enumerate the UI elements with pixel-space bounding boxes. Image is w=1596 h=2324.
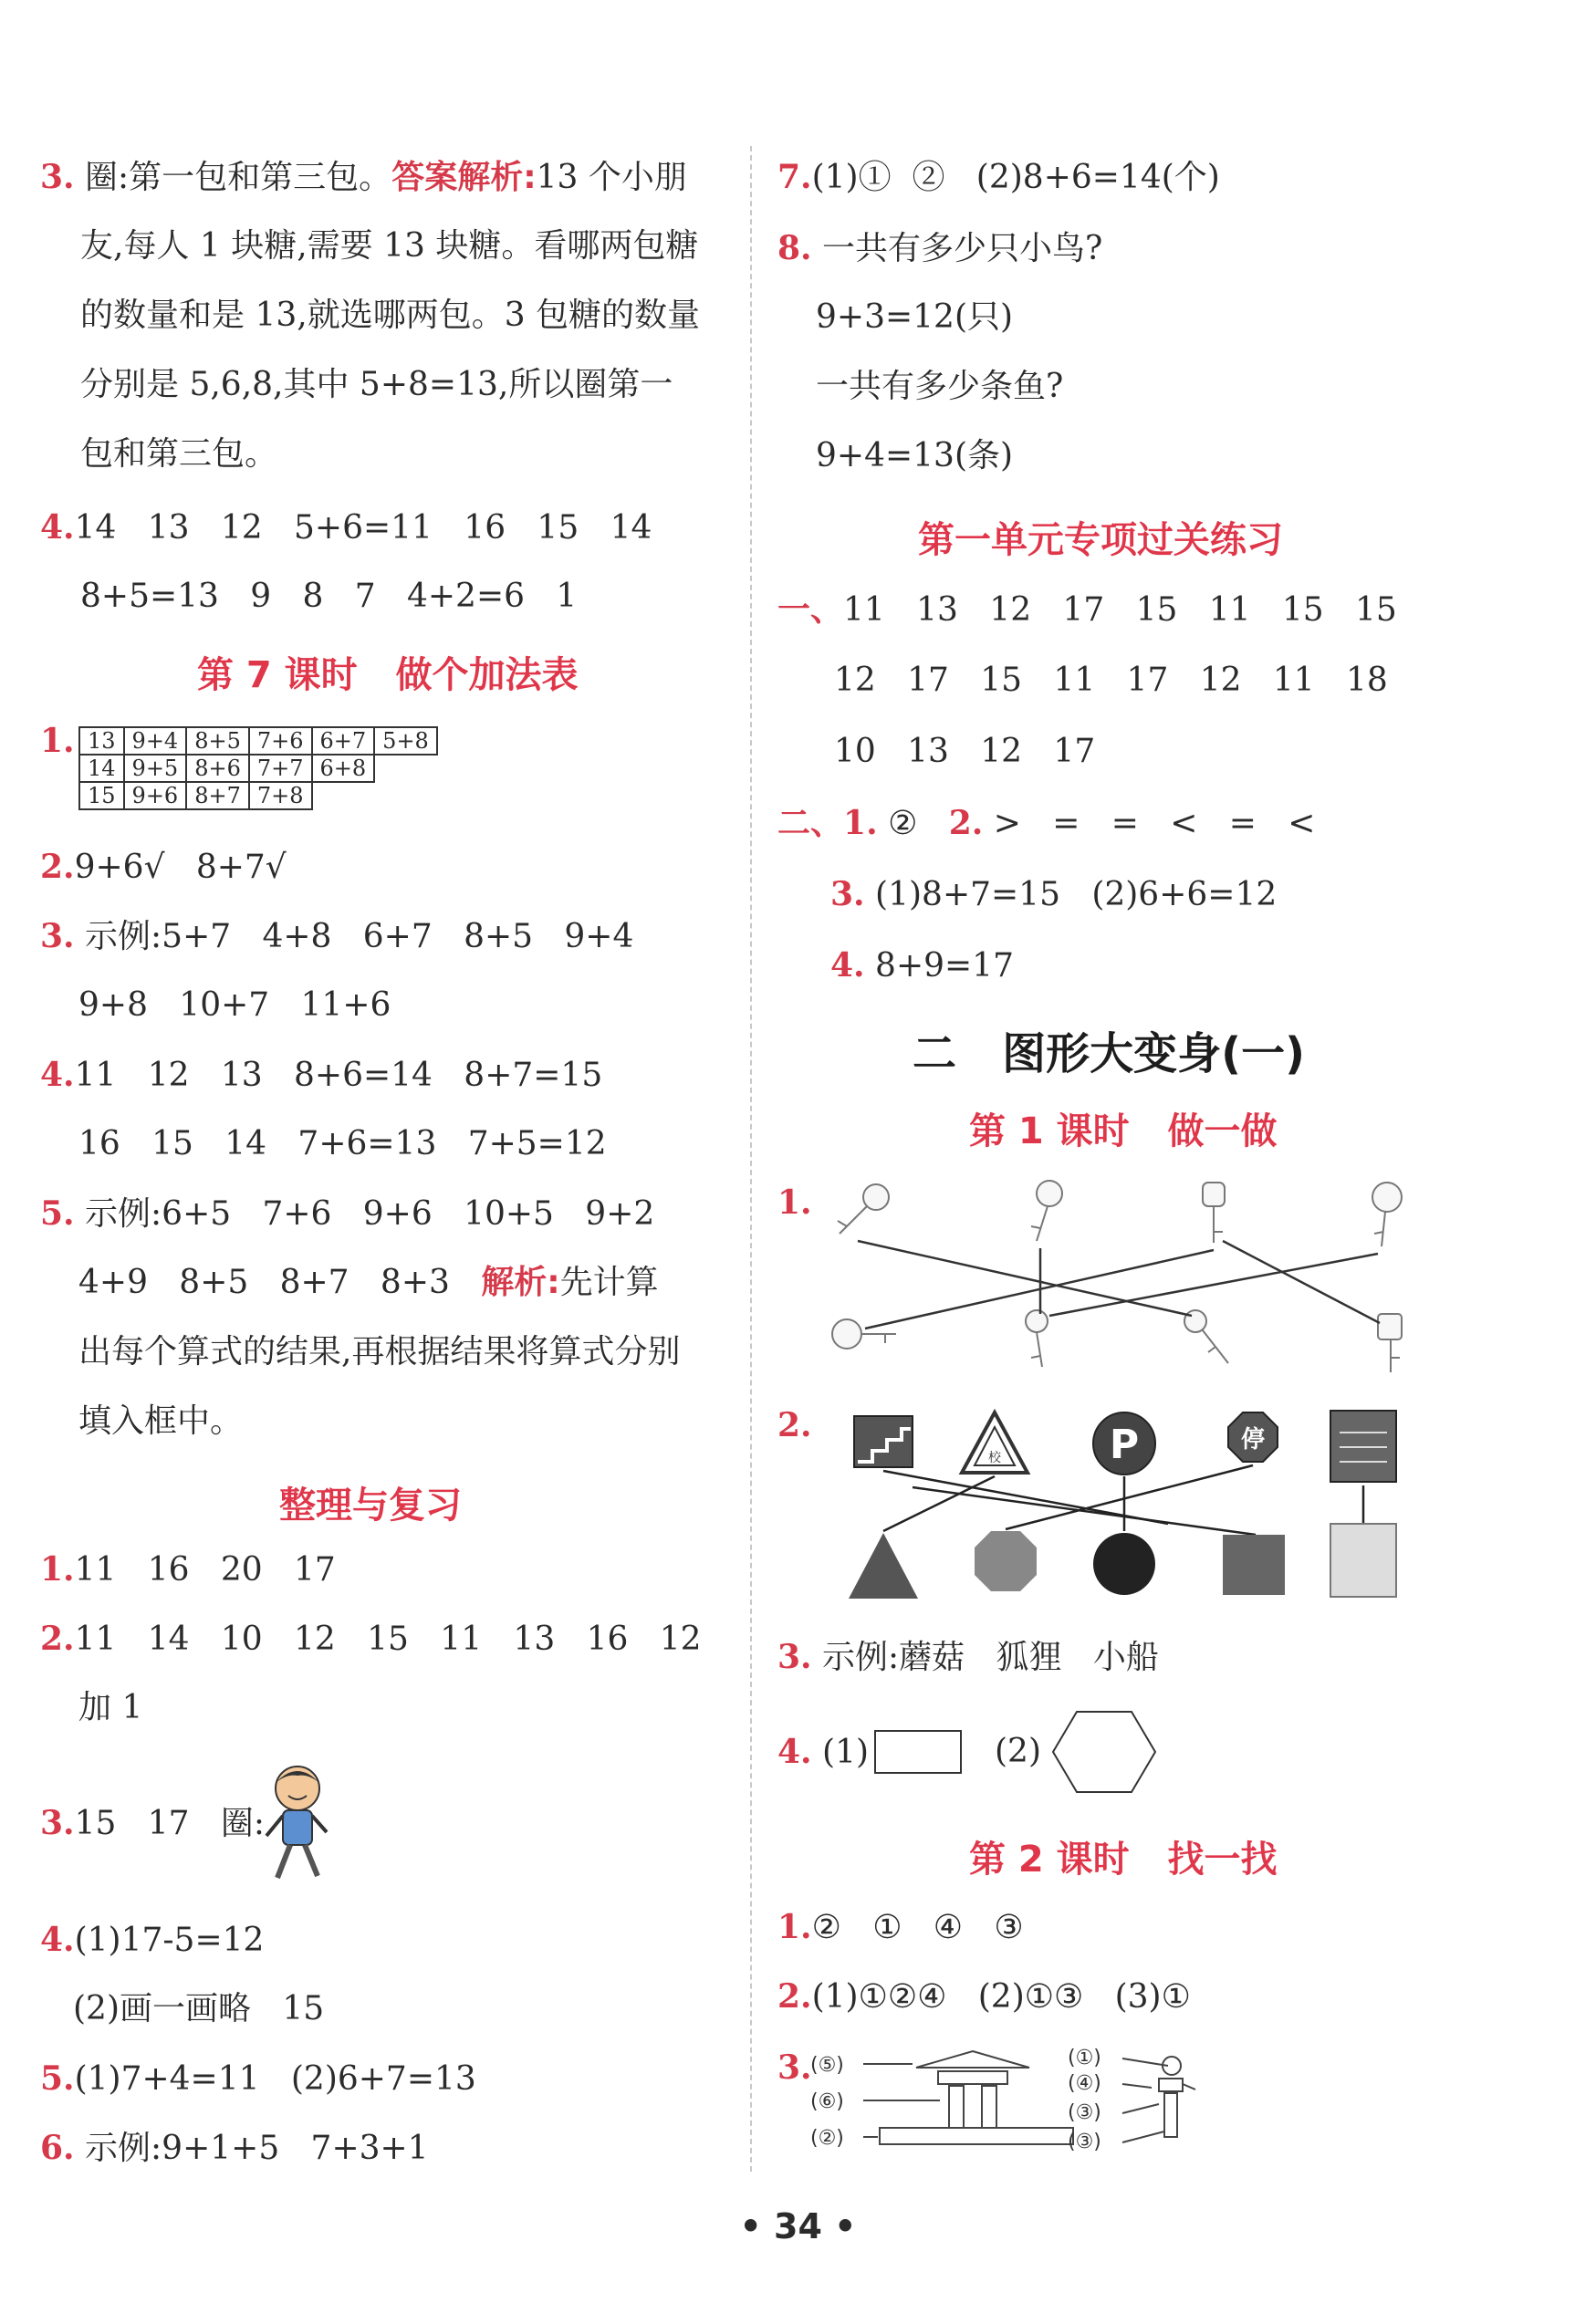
square-shape <box>1223 1535 1285 1595</box>
p4: 4. 8+9=17 <box>830 946 1014 985</box>
l2q1: 1.② ① ④ ③ <box>777 1908 1024 1946</box>
svg-text:校: 校 <box>988 1451 1001 1465</box>
key-icon <box>1203 1183 1225 1243</box>
rectangle-answer <box>874 1730 962 1774</box>
r1: 1.11 16 20 17 <box>40 1550 336 1589</box>
svg-text:(③): (③) <box>1068 2131 1101 2153</box>
svg-text:(②): (②) <box>810 2127 844 2150</box>
q8-line1: 8. 一共有多少只小鸟? <box>777 229 1103 267</box>
r2-line2: 加 1 <box>78 1689 143 1726</box>
section-title-unit1-practice: 第一单元专项过关练习 <box>918 519 1283 561</box>
r2-line1: 2.11 14 10 12 15 11 13 16 12 <box>40 1620 702 1658</box>
q8-line3: 一共有多少条鱼? <box>816 368 1064 405</box>
l2q2: 2.(1)①②④ (2)①③ (3)① <box>777 1977 1191 2016</box>
section-title-lesson7: 第 7 课时 做个加法表 <box>197 654 579 696</box>
q3-line3: 的数量和是 13,就选哪两包。3 包糖的数量 <box>80 297 701 334</box>
matching-lines <box>858 1241 1380 1329</box>
s7q5-line4: 填入框中。 <box>78 1402 244 1440</box>
svg-text:(⑥): (⑥) <box>810 2090 844 2113</box>
p1-line3: 10 13 12 17 <box>834 733 1096 770</box>
s7q3-line1: 3. 示例:5+7 4+8 6+7 8+5 9+4 <box>40 917 634 955</box>
running-boy-illustration <box>261 1759 334 1887</box>
s7q2: 2.9+6√ 8+7√ <box>40 848 287 886</box>
school-sign-icon <box>962 1412 1027 1473</box>
q3-line5: 包和第三包。 <box>80 435 278 473</box>
r4-line1: 4.(1)17-5=12 <box>40 1921 265 1959</box>
p1-line1: 一、11 13 12 17 15 11 15 15 <box>777 590 1397 629</box>
q4-line2: 8+5=13 9 8 7 4+2=6 1 <box>80 578 578 615</box>
circle-shape <box>1093 1533 1155 1595</box>
s7q3-line2: 9+8 10+7 11+6 <box>78 986 391 1024</box>
q7: 7.(1)① ② (2)8+6=14(个) <box>777 158 1220 196</box>
svg-text:(⑤): (⑤) <box>810 2054 844 2077</box>
p2: 二、1. ② 2. > = = < = < <box>777 804 1316 842</box>
q3-answer: 圈:第一包和第三包。 <box>85 159 392 196</box>
s7q4-line1: 4.11 12 13 8+6=14 8+7=15 <box>40 1056 603 1094</box>
table-row: 13 9+4 8+5 7+6 6+7 5+8 <box>79 727 437 755</box>
lock-key-icon <box>1378 1314 1402 1372</box>
q8-line2: 9+3=12(只) <box>816 298 1014 336</box>
p3: 3. (1)8+7=15 (2)6+6=12 <box>830 875 1278 913</box>
stairs-sign-icon <box>854 1416 913 1467</box>
q3-analysis-label: 答案解析: <box>391 159 537 196</box>
r5: 5.(1)7+4=11 (2)6+7=13 <box>40 2059 476 2098</box>
parking-sign-icon <box>1093 1412 1155 1475</box>
stop-sign-icon <box>1228 1412 1278 1462</box>
lock-key-icon <box>1184 1310 1228 1363</box>
l1q4: 4. (1) <box>777 1733 870 1771</box>
q8-line4: 9+4=13(条) <box>816 437 1014 474</box>
svg-text:(③): (③) <box>1068 2101 1101 2124</box>
s7q4-line2: 16 15 14 7+6=13 7+5=12 <box>78 1125 607 1162</box>
q4-line1: 4.14 13 12 5+6=11 16 15 14 <box>40 508 652 547</box>
q3-line2: 友,每人 1 块糖,需要 13 块糖。看哪两包糖 <box>80 227 699 265</box>
section-title-review: 整理与复习 <box>279 1485 462 1527</box>
keys-matching-diagram <box>821 1177 1424 1378</box>
l2q3: 3. <box>777 2048 812 2087</box>
signs-shapes-matching <box>840 1396 1405 1606</box>
house-figure-diagram <box>803 2044 1205 2172</box>
q3-line4: 分别是 5,6,8,其中 5+8=13,所以圈第一 <box>80 366 673 403</box>
svg-text:P: P <box>1109 1422 1140 1468</box>
r6: 6. 示例:9+1+5 7+3+1 <box>40 2129 429 2167</box>
r4-line2: (2)画一画略 15 <box>73 1990 325 2027</box>
q3-line1: 3. 圈:第一包和第三包。答案解析:13 个小朋 <box>40 158 687 196</box>
notice-board-icon <box>1330 1411 1396 1482</box>
l1q4-part2: (2) <box>995 1733 1041 1770</box>
matching-lines <box>883 1465 1363 1535</box>
l1q3: 3. 示例:蘑菇 狐狸 小船 <box>777 1638 1159 1676</box>
hexagon-answer <box>1049 1708 1159 1796</box>
r3: 3.15 17 圈: <box>40 1804 266 1842</box>
p1-line2: 12 17 15 11 17 12 11 18 <box>834 662 1388 699</box>
s7q5-analysis-label: 解析: <box>481 1264 560 1301</box>
octagon-shape <box>975 1531 1037 1591</box>
l1q2: 2. <box>777 1406 812 1444</box>
addition-table <box>78 726 438 810</box>
triangle-shape <box>849 1533 918 1599</box>
table-row: 14 9+5 8+6 7+7 6+8 <box>79 755 437 782</box>
key-icon <box>1372 1183 1402 1246</box>
s7q1: 1. <box>40 722 75 760</box>
s7q5-line3: 出每个算式的结果,再根据结果将算式分别 <box>78 1333 681 1370</box>
s7q5-line2: 4+9 8+5 8+7 8+3 解析:先计算 <box>78 1264 659 1301</box>
s7q5-line1: 5. 示例:6+5 7+6 9+6 10+5 9+2 <box>40 1194 655 1233</box>
table-row: 15 9+6 8+7 7+8 <box>79 782 437 809</box>
key-icon <box>1031 1181 1062 1241</box>
key-icon <box>838 1184 889 1234</box>
chapter-title: 二 图形大变身(一) <box>913 1028 1306 1079</box>
q3-number: 3. <box>40 158 75 196</box>
svg-text:停: 停 <box>1240 1426 1266 1454</box>
rectangle-shape <box>1330 1524 1396 1597</box>
page-number: • 34 • <box>739 2206 857 2246</box>
column-divider <box>750 146 752 2172</box>
section-title-lesson2: 第 2 课时 找一找 <box>969 1839 1278 1881</box>
l1q1: 1. <box>777 1183 812 1222</box>
lock-key-icon <box>1026 1310 1048 1367</box>
section-title-lesson1: 第 1 课时 做一做 <box>969 1110 1278 1152</box>
svg-text:(①): (①) <box>1068 2047 1101 2069</box>
svg-text:(④): (④) <box>1068 2072 1101 2095</box>
